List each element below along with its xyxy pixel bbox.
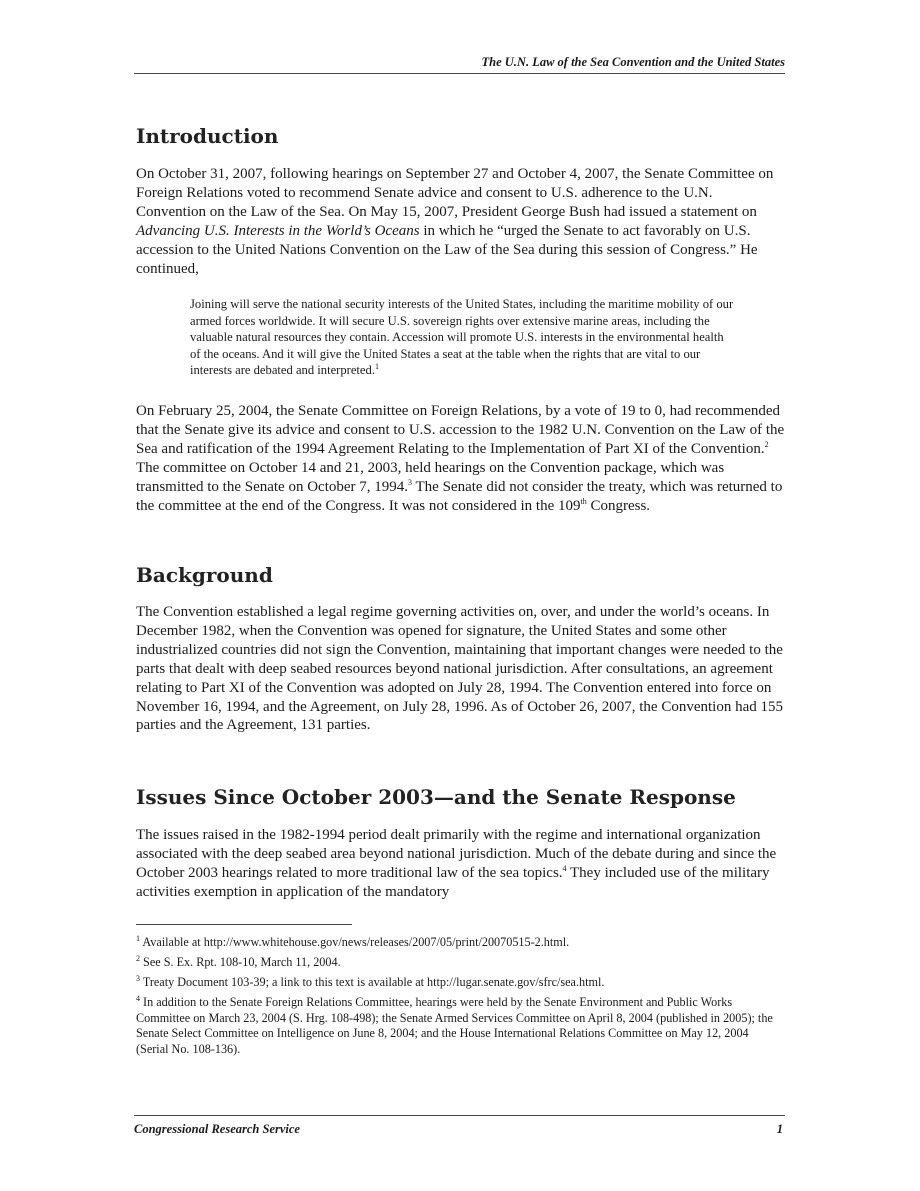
statement-title: Advancing U.S. Interests in the World’s Oceans: [136, 222, 420, 239]
section-heading-issues: Issues Since October 2003—and the Senate Response: [136, 785, 736, 809]
footnote-text: Treaty Document 103-39; a link to this text is available at http://lugar.senate.gov/sfrc/sea.html.: [142, 975, 605, 989]
footnote-text: In addition to the Senate Foreign Relations Committee, hearings were held by the Senate Environment and Public Works Committee on March 23, 2004 (S. Hrg. 108-498); the Senate Armed Services Committee on April 8, 2004 (published in 2005); the Senate Select Committee on Intelligence on June 8, 2004; and the House International Relations Committee on May 12, 2004 (Serial No. 108-136).: [136, 995, 773, 1056]
page-footer: [134, 1115, 785, 1137]
footnote-text: See S. Ex. Rpt. 108-10, March 11, 2004.: [143, 955, 341, 969]
running-header: The U.N. Law of the Sea Convention and the United States: [134, 55, 785, 74]
issues-p1-text-a: The issues raised in the 1982-1994 period dealt primarily with the regime and international organization associated with the deep seabed area beyond national jurisdiction. Much of the debate during and since the October 2003 hearings related to more traditional law of the sea topics.: [136, 827, 777, 881]
footnote-3: [136, 975, 776, 991]
intro-paragraph-1: [136, 165, 786, 278]
footnote-ref-4[interactable]: 4: [562, 863, 567, 873]
background-paragraph: The Convention established a legal regime governing activities on, over, and under the world’s oceans. In December 1982, when the Convention was opened for signature, the United States and some other industrialized countries did not sign the Convention, maintaining that important changes were needed to the parts that dealt with deep seabed resources beyond national jurisdiction. After consultations, an agreement relating to Part XI of the Convention was adopted on July 28, 1994. The Convention entered into force on November 16, 1994, and the Agreement, on July 28, 1996. As of October 26, 2007, the Convention had 155 parties and the Agreement, 131 parties.: [136, 604, 783, 734]
quote-text: Joining will serve the national security interests of the United States, including the maritime mobility of our armed forces worldwide. It will secure U.S. sovereign rights over extensive marine areas, including the valuable natural resources they contain. Accession will promote U.S. interests in the environmental health of the oceans. And it will give the United States a seat at the table when the rights that are vital to our interests are debated and interpreted.: [190, 297, 734, 378]
footnote-ref-2[interactable]: 2: [764, 439, 769, 449]
footnote-number: 4: [136, 993, 140, 1003]
issues-paragraph: [136, 826, 786, 902]
footnote-number: 1: [136, 933, 140, 943]
footer-publisher: Congressional Research Service: [134, 1122, 300, 1136]
intro-p1-text-b: in which he “urged the Senate to act favorably on U.S. accession to the United Nations Convention on the Law of the Sea during this session of Congress.” He continued,: [136, 222, 758, 277]
intro-paragraph-2: [136, 402, 786, 515]
issues-p1-text-b: They included use of the military activities exemption in application of the mandatory: [136, 864, 770, 900]
footnote-number: 3: [136, 973, 140, 983]
section-heading-introduction: Introduction: [136, 124, 279, 148]
footnote-1: [136, 935, 776, 951]
intro-p2-text-d: Congress.: [586, 497, 651, 514]
footnote-divider: [136, 924, 352, 925]
block-quote: [190, 296, 735, 379]
footnote-text: Available at http://www.whitehouse.gov/news/releases/2007/05/print/20070515-2.html.: [142, 935, 570, 949]
footnote-number: 2: [136, 953, 140, 963]
page-number: 1: [776, 1122, 783, 1136]
intro-p2-text-a: On February 25, 2004, the Senate Committee on Foreign Relations, by a vote of 19 to 0, had recommended that the Senate give its advice and consent to U.S. accession to the 1982 U.N. Convention on the Law of the Sea and ratification of the 1994 Agreement Relating to the Implementation of Part XI of the Convention.: [136, 403, 785, 457]
footnote-ref-3[interactable]: 3: [408, 477, 413, 487]
section-heading-background: Background: [136, 563, 273, 587]
ordinal-suffix: th: [580, 496, 587, 506]
footnote-4: [136, 995, 776, 1057]
footnote-2: [136, 955, 776, 971]
footnote-ref-1[interactable]: 1: [374, 362, 379, 372]
intro-p2-text-c: The Senate did not consider the treaty, which was returned to the committee at the end of the Congress. It was not considered in the 109: [136, 478, 783, 514]
intro-p2-text-b: The committee on October 14 and 21, 2003, held hearings on the Convention package, which was transmitted to the Senate on October 7, 1994.: [136, 459, 725, 495]
intro-p1-text-a: On October 31, 2007, following hearings on September 27 and October 4, 2007, the Senate Committee on Foreign Relations voted to recommend Senate advice and consent to U.S. adherence to the U.N. Convention on the Law of the Sea. On May 15, 2007, President George Bush had issued a statement on: [136, 166, 774, 220]
